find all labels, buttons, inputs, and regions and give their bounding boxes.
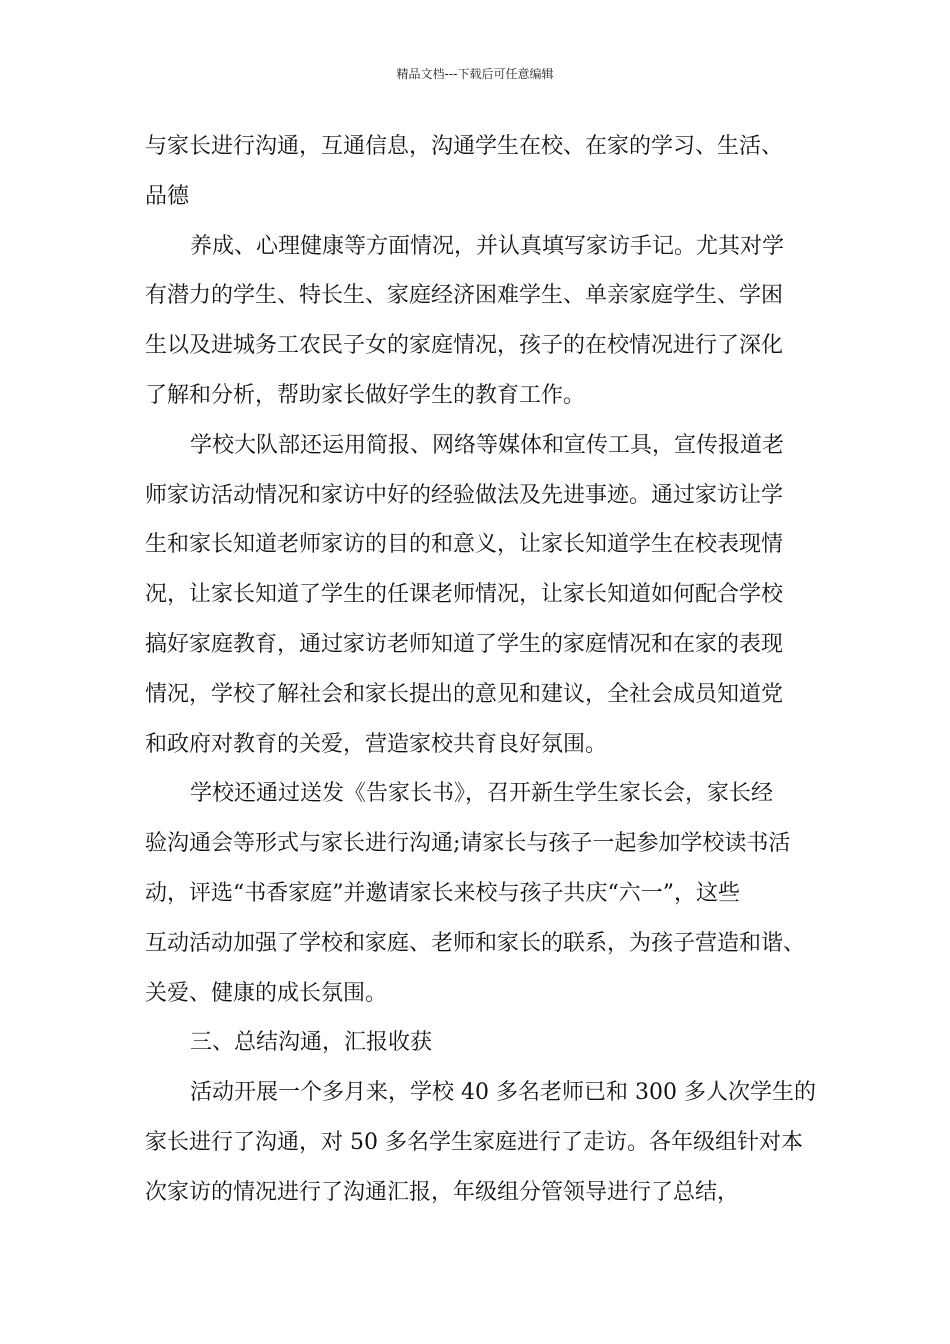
text-line: 学校还通过送发《告家长书》，召开新生学生家长会，家长经 (190, 781, 774, 806)
text-line: 和政府对教育的关爱，营造家校共育良好氛围。 (145, 732, 608, 757)
text-line: 与家长进行沟通，互通信息，沟通学生在校、在家的学习、生活、 (145, 134, 784, 159)
text-line: 情况，学校了解社会和家长提出的意见和建议，全社会成员知道党 (145, 682, 784, 707)
text-line: 学校大队部还运用简报、网络等媒体和宣传工具，宣传报道老 (190, 433, 785, 458)
text-line: 活动开展一个多月来，学校 40 多名老师已和 300 多人次学生的 (190, 1080, 816, 1105)
text-line: 动，评选“书香家庭”并邀请家长来校与孩子共庆“六一”，这些 (145, 881, 740, 906)
text-line: 师家访活动情况和家访中好的经验做法及先进事迹。通过家访让学 (145, 483, 784, 508)
text-line: 养成、心理健康等方面情况，并认真填写家访手记。尤其对学 (190, 234, 785, 259)
text-line: 有潜力的学生、特长生、家庭经济困难学生、单亲家庭学生、学困 (145, 283, 784, 308)
text-line: 生和家长知道老师家访的目的和意义，让家长知道学生在校表现情 (145, 532, 784, 557)
text-line: 关爱、健康的成长氛围。 (145, 981, 388, 1006)
text-line: 次家访的情况进行了沟通汇报，年级组分管领导进行了总结， (145, 1180, 740, 1205)
page-header: 精品文档---下载后可任意编辑 (396, 67, 554, 81)
text-line: 家长进行了沟通，对 50 多名学生家庭进行了走访。各年级组针对本 (145, 1130, 803, 1155)
text-line: 了解和分析，帮助家长做好学生的教育工作。 (145, 383, 586, 408)
text-line: 况，让家长知道了学生的任课老师情况，让家长知道如何配合学校 (145, 582, 784, 607)
text-line: 互动活动加强了学校和家庭、老师和家长的联系，为孩子营造和谐、 (145, 931, 806, 956)
text-line: 三、总结沟通，汇报收获 (190, 1030, 433, 1055)
text-line: 品德 (145, 184, 190, 209)
text-line: 生以及进城务工农民子女的家庭情况，孩子的在校情况进行了深化 (145, 333, 784, 358)
text-line: 验沟通会等形式与家长进行沟通;请家长与孩子一起参加学校读书活 (145, 831, 791, 856)
text-line: 搞好家庭教育，通过家访老师知道了学生的家庭情况和在家的表现 (145, 632, 784, 657)
